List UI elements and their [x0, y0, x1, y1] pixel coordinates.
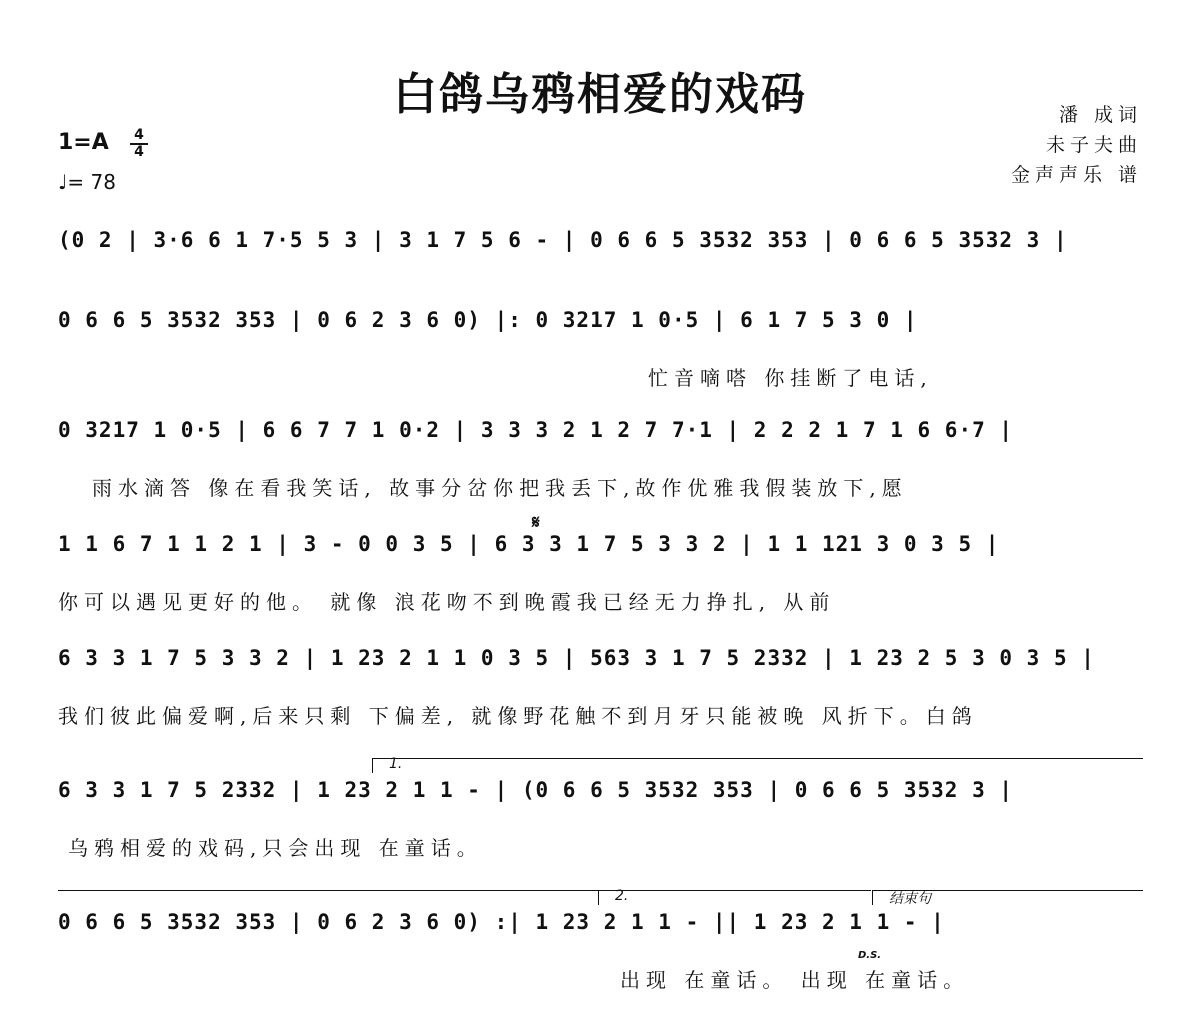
score-title: 白鸽乌鸦相爱的戏码: [393, 69, 807, 120]
composer: 未子夫曲: [1045, 134, 1142, 156]
tempo-marking: ♩= 78: [58, 170, 116, 194]
notation-line: 6 3 3 1 7 5 2332 | 1 23 2 1 1 - | (0 6 6 5 3532 353 | 0 6 6 5 3532 3 |: [58, 778, 1014, 802]
notation-line: 0 6 6 5 3532 353 | 0 6 2 3 6 0) |: 0 3217 1 0·5 | 6 1 7 5 3 0 |: [58, 308, 918, 332]
repeat-line: [58, 890, 598, 905]
lyricist: 潘 成词: [1058, 104, 1142, 126]
transcriber: 金声声乐 谱: [1010, 164, 1142, 186]
notation-line: (0 2 | 3·6 6 1 7·5 5 3 | 3 1 7 5 6 - | 0 6 6 5 3532 353 | 0 6 6 5 3532 3 |: [58, 228, 1068, 252]
second-ending-bracket: [598, 890, 871, 905]
meter-bottom: 4: [130, 143, 148, 160]
segno-sign: 𝄋: [532, 512, 540, 533]
coda-bracket: [872, 890, 1143, 905]
coda-label: 结束句: [889, 891, 931, 907]
lyric-line: 我们彼此偏爱啊,后来只剩 下偏差, 就像野花触不到月牙只能被晚 风折下。白鸽: [58, 704, 978, 728]
lyric-line: 忙音嘀嗒 你挂断了电话,: [648, 366, 933, 390]
second-ending-label: 2.: [615, 888, 629, 904]
notation-line: 0 3217 1 0·5 | 6 6 7 7 1 0·2 | 3 3 3 2 1 2 7 7·1 | 2 2 2 1 7 1 6 6·7 |: [58, 418, 1014, 442]
lyric-line: 出现 在童话。 出现 在童话。: [620, 968, 970, 992]
notation-line: 0 6 6 5 3532 353 | 0 6 2 3 6 0) :| 1 23 2 1 1 - || 1 23 2 1 1 - |: [58, 910, 945, 934]
first-ending-bracket: [372, 758, 1143, 773]
first-ending-label: 1.: [389, 756, 403, 772]
credits: [1011, 100, 1142, 190]
lyric-line: 乌鸦相爱的戏码,只会出现 在童话。: [68, 836, 483, 860]
lyric-line: 你可以遇见更好的他。 就像 浪花吻不到晚霞我已经无力挣扎, 从前: [58, 590, 836, 614]
notation-line: 1 1 6 7 1 1 2 1 | 3 - 0 0 3 5 | 6 3 3 1 7 5 3 3 2 | 1 1 121 3 0 3 5 |: [58, 532, 1000, 556]
key-signature: 1=A: [58, 130, 109, 155]
dal-segno-marking: D.S.: [858, 950, 882, 961]
meter-top: 4: [134, 127, 144, 143]
time-signature: [130, 128, 148, 160]
lyric-line: 雨水滴答 像在看我笑话, 故事分岔你把我丢下,故作优雅我假装放下,愿: [92, 476, 908, 500]
notation-line: 6 3 3 1 7 5 3 3 2 | 1 23 2 1 1 0 3 5 | 563 3 1 7 5 2332 | 1 23 2 5 3 0 3 5 |: [58, 646, 1095, 670]
